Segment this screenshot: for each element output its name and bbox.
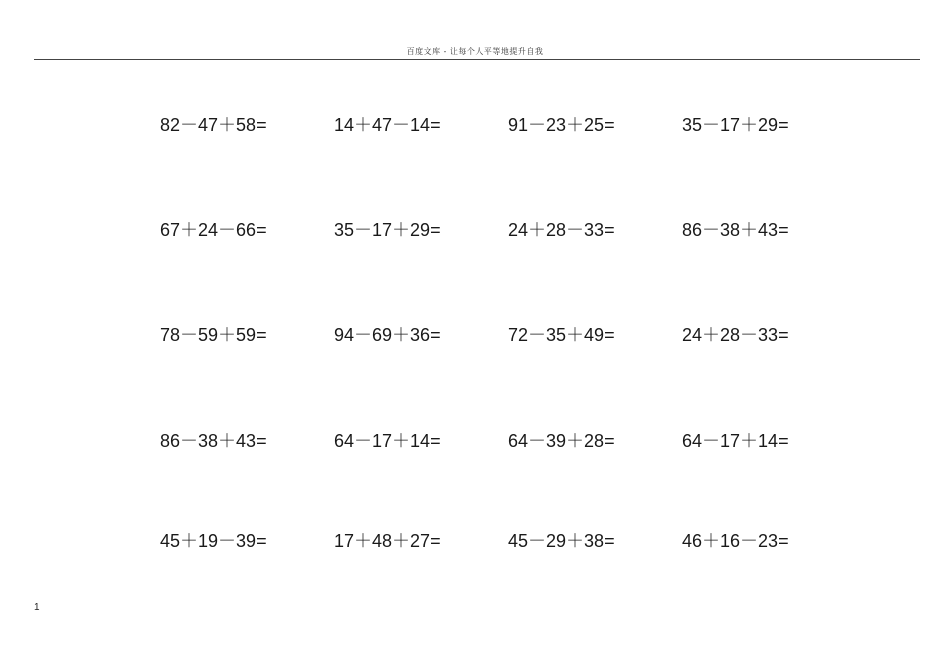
math-problem: 35－17＋29= <box>334 220 441 240</box>
problem-row <box>160 315 840 355</box>
math-problem: 35－17＋29= <box>682 115 789 135</box>
math-problem: 46＋16－23= <box>682 531 789 551</box>
math-problem: 14＋47－14= <box>334 115 441 135</box>
math-problem: 78－59＋59= <box>160 325 267 345</box>
problem-row <box>160 105 840 145</box>
math-problem: 45－29＋38= <box>508 531 615 551</box>
math-problem: 64－39＋28= <box>508 431 615 451</box>
math-problem: 94－69＋36= <box>334 325 441 345</box>
math-problem: 91－23＋25= <box>508 115 615 135</box>
math-problem: 67＋24－66= <box>160 220 267 240</box>
math-problem: 24＋28－33= <box>682 325 789 345</box>
problem-row <box>160 421 840 461</box>
problem-row <box>160 210 840 250</box>
math-problem: 72－35＋49= <box>508 325 615 345</box>
math-problem: 45＋19－39= <box>160 531 267 551</box>
problem-row <box>160 521 840 561</box>
math-problem: 86－38＋43= <box>160 431 267 451</box>
page-number: 1 <box>34 602 40 613</box>
math-problem: 86－38＋43= <box>682 220 789 240</box>
math-problem: 24＋28－33= <box>508 220 615 240</box>
math-problem: 64－17＋14= <box>682 431 789 451</box>
header-divider <box>34 59 920 60</box>
math-problem: 64－17＋14= <box>334 431 441 451</box>
math-problem: 17＋48＋27= <box>334 531 441 551</box>
problem-grid <box>160 105 840 565</box>
page-header: 百度文库 - 让每个人平等地提升自我 <box>406 47 544 56</box>
math-problem: 82－47＋58= <box>160 115 267 135</box>
